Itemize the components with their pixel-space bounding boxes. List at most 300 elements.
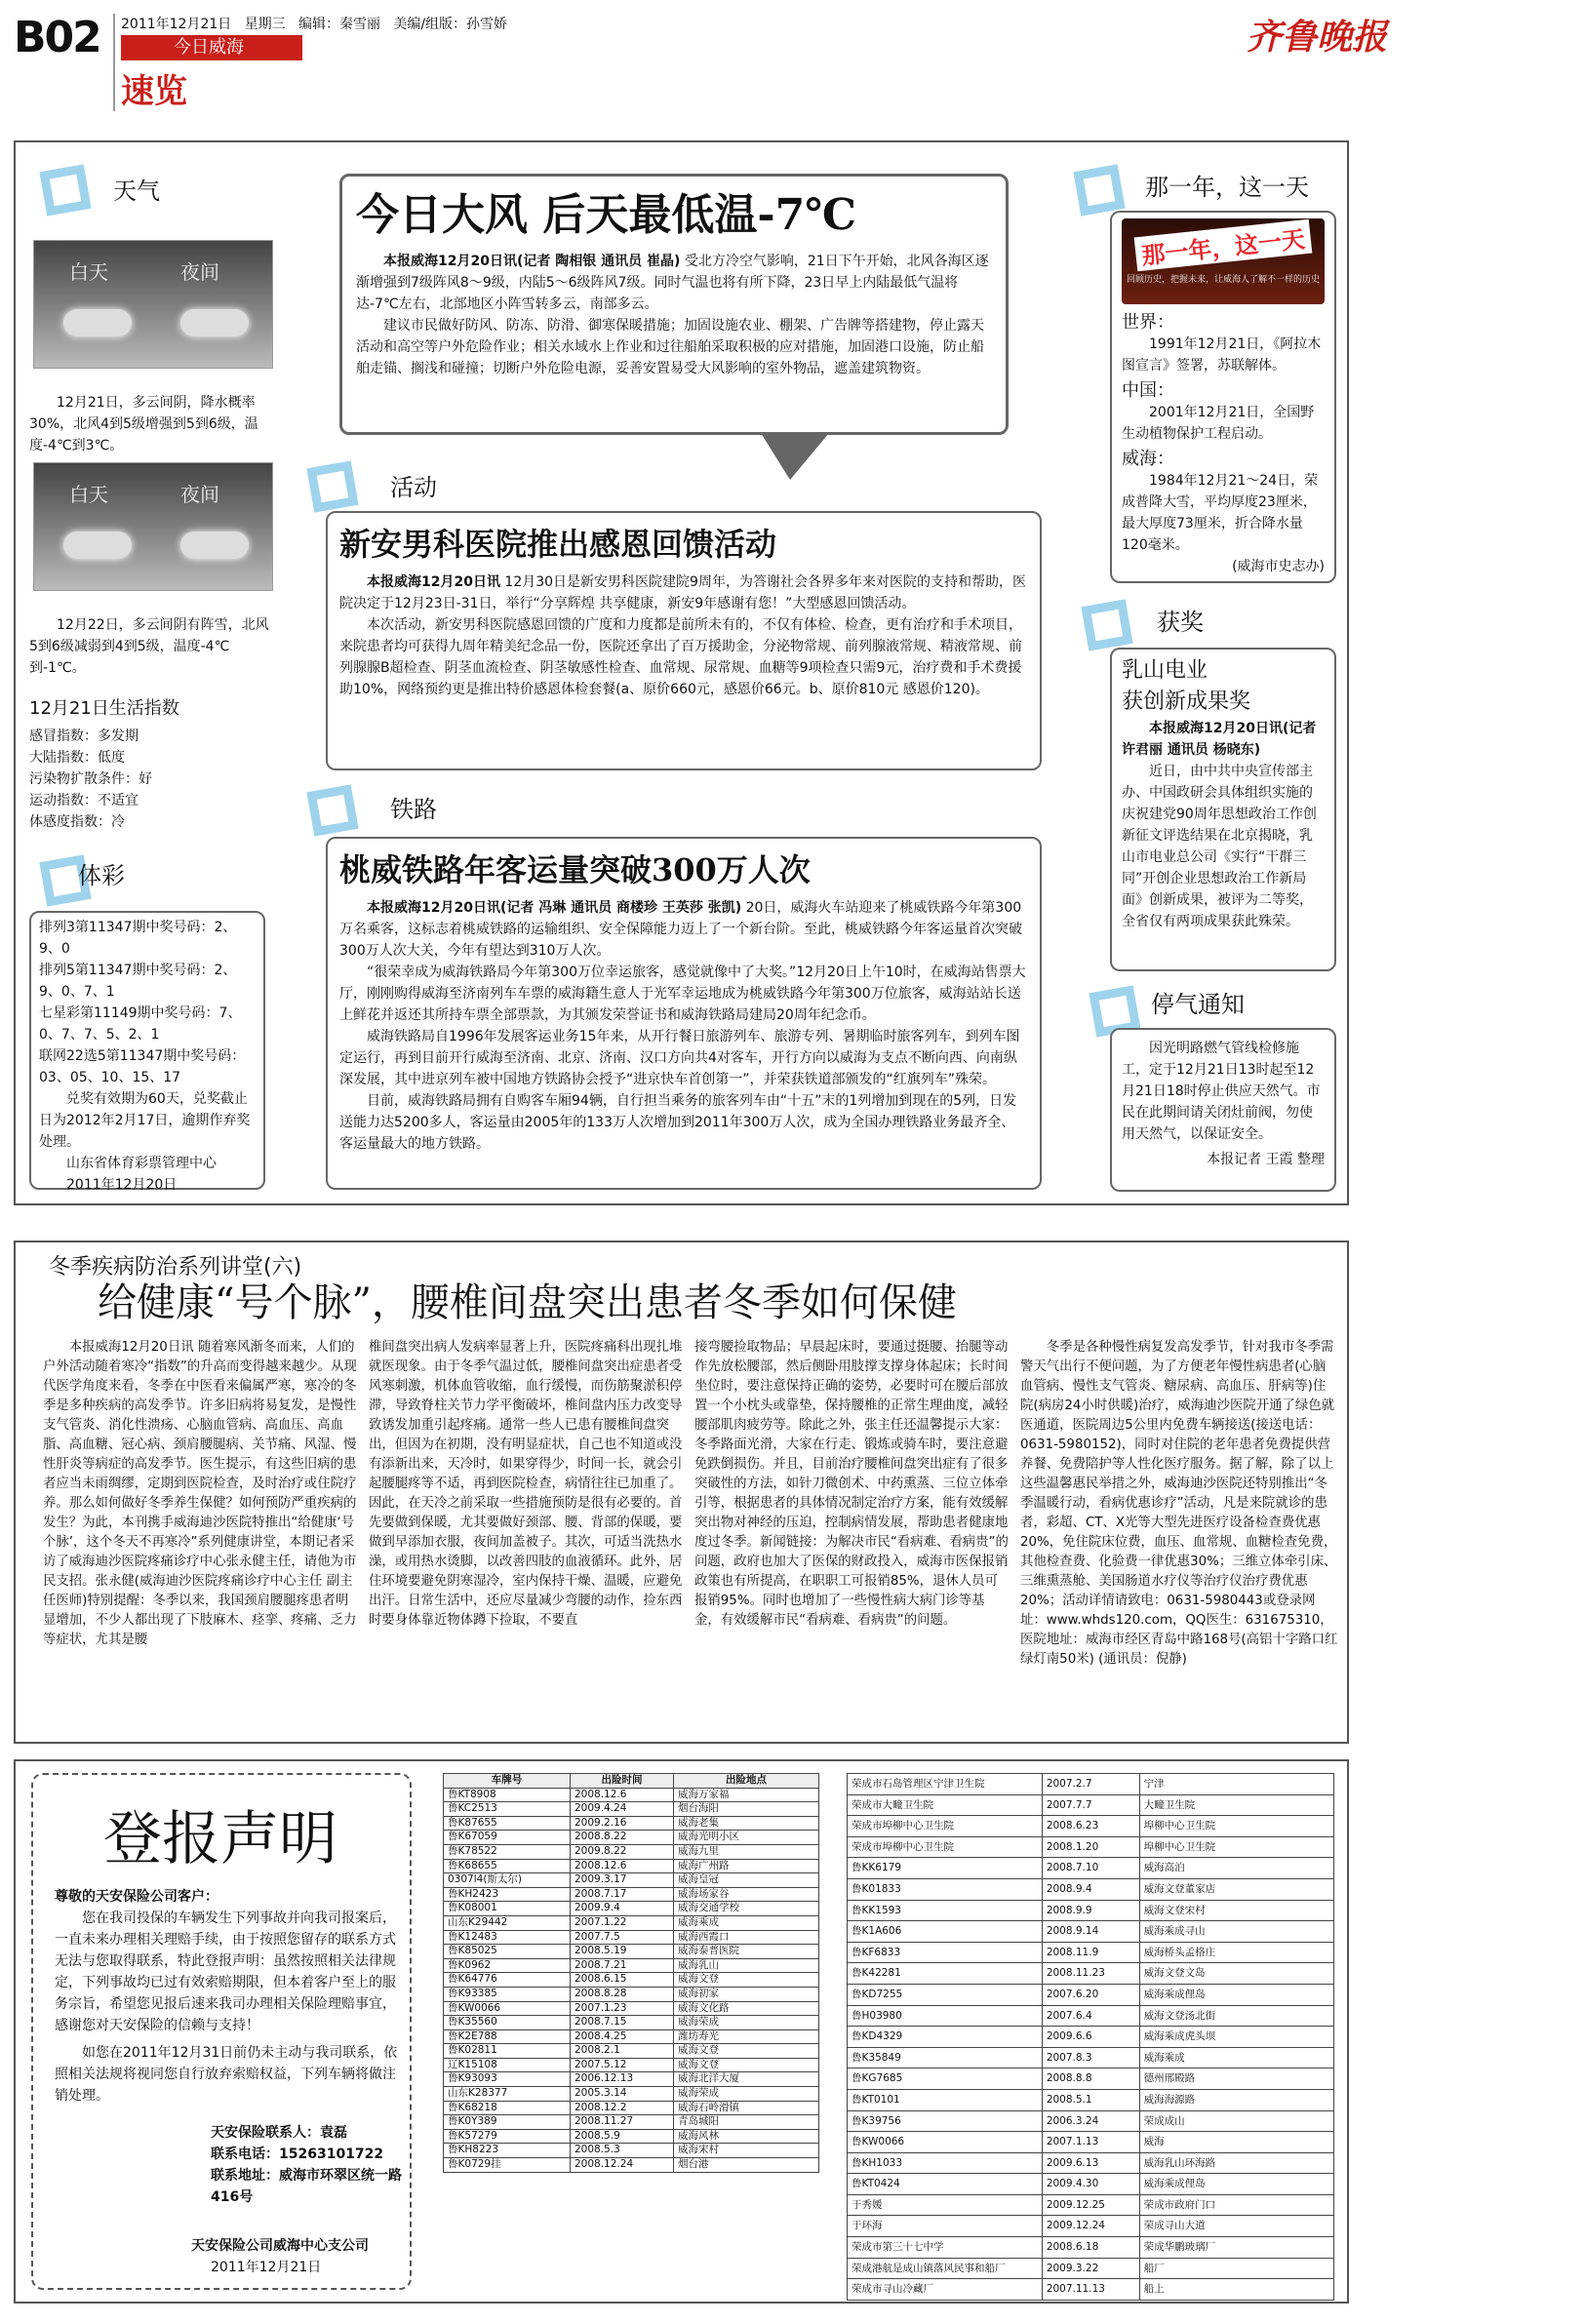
table-cell: 鲁KW0066 [848,2132,1043,2153]
table-row [848,1984,1334,2005]
table-row [848,2279,1334,2301]
header-date [121,14,507,33]
table-cell: 2008.12.24 [571,2158,674,2173]
health-headline: 给健康“号个脉”，腰椎间盘突出患者冬季如何保健 [98,1280,957,1325]
table-row [848,1921,1334,1943]
decor-square-icon [1073,164,1125,216]
table-cell: 威海光明小区 [674,1831,819,1845]
table-row [848,1836,1334,1858]
index-item: 大陆指数：低度 [29,750,125,766]
date: 2011年12月21日 [121,17,232,32]
index-item: 体感度指数：冷 [29,814,125,830]
table-cell: 荣成市埠柳中心卫生院 [848,1836,1043,1858]
table-row [848,2047,1334,2068]
table-row [444,1987,819,2001]
table-cell: 2008.2.1 [571,2044,674,2059]
table-cell: 2009.3.17 [571,1873,674,1888]
railway-byline: 本报威海12月20日讯(记者 冯琳 通讯员 商楼珍 王英莎 张凯) [367,900,742,916]
speech-tail [761,433,829,480]
railway-box [326,837,1042,1190]
table-cell: 鲁K78522 [444,1844,571,1859]
table-row [444,1844,819,1859]
decor-square-icon [1081,599,1132,650]
railway-body2: “很荣幸成为威海铁路局今年第300万位幸运旅客，感觉就像中了大奖。”12月20日上午10时，在威海站售票大厅，刚刚购得威海至济南列车车票的威海籍生意人于光军幸运地成为桃威铁路今年第300万位旅客，威海站站长送上鲜花并返还其所持车票全部票款，为其颁发荣誉证书和威海铁路局建局20周年纪念币。 [339,965,1026,1023]
activity-headline: 新安男科医院推出感恩回馈活动 [339,526,777,563]
table-row [444,1915,819,1930]
table-cell: 2007.7.5 [571,1930,674,1945]
award-headline1: 乳山电业 [1122,658,1209,683]
table-cell: 威海文登宋村 [1139,1900,1333,1921]
table-cell: 2008.11.9 [1042,1942,1139,1963]
table-cell: 于秀媛 [848,2194,1043,2216]
lottery-line: 兑奖有效期为60天，兑奖截止日为2012年2月17日，逾期作弃奖处理。 [39,1091,251,1150]
table-cell: 2008.7.10 [1042,1858,1139,1879]
day-label: 白天 [69,260,108,284]
table-cell: 鲁KG7685 [848,2068,1043,2090]
vehicle-table-1 [443,1773,819,2173]
table-row [848,1963,1334,1985]
table-cell: 潍坊寿光 [674,2029,819,2044]
decor-square-icon [39,164,91,216]
table-cell: 鲁K93093 [444,2072,571,2087]
table-row [444,1802,819,1817]
table-cell: 鲁K0729挂 [444,2158,571,2173]
activity-header: 活动 [390,474,437,501]
table-cell: 德州邢殿路 [1139,2068,1333,2090]
table-cell: 2008.1.20 [1042,1836,1139,1858]
table-cell: 2007.1.13 [1042,2132,1139,2153]
page-number: B02 [14,13,100,62]
table-cell: 2007.8.3 [1042,2047,1139,2068]
cloud-icon [63,532,132,559]
table-cell: 2008.5.19 [571,1945,674,1959]
table-cell: 2008.7.15 [571,2016,674,2030]
railway-body4: 目前，威海铁路局拥有自购客车厢94辆，自行担当乘务的旅客列车由“十五”末的1列增加到现在的5列，日发送能力达5200多人，客运量由2005年的133万人次增加到2011年300万人次，成为全国办理铁路业务最齐全、客运量最大的地方铁路。 [339,1093,1017,1152]
table-cell: 大疃卫生院 [1139,1794,1333,1816]
table-cell: 鲁K0962 [444,1958,571,1973]
table-cell: 威海文登 [674,2058,819,2072]
gas-body: 因光明路燃气管线检修施工，定于12月21日13时起至12月21日18时停止供应天然气。市民在此期间请关闭灶前阀，勿使用天然气，以保证安全。 [1122,1041,1321,1142]
table-row [848,1858,1334,1879]
activity-byline: 本报威海12月20日讯 [367,574,500,590]
history-banner [1122,218,1325,304]
table-row [848,2216,1334,2237]
table-cell: 鲁KF6833 [848,1942,1043,1963]
table-cell: 2007.11.13 [1042,2279,1139,2301]
notice-contact [211,2122,406,2208]
table-cell: 2009.12.24 [1042,2216,1139,2237]
table-row [444,2101,819,2115]
table-cell: 荣成华鹏玻璃厂 [1139,2237,1333,2259]
table-cell: 威海文登 [674,2044,819,2059]
table-row [848,2027,1334,2048]
table-cell: 威海风林 [674,2129,819,2144]
table-cell: 2008.12.6 [571,1788,674,1802]
night-label: 夜间 [180,260,219,284]
table-cell: 烟台港 [674,2158,819,2173]
table-cell: 2006.3.24 [1042,2110,1139,2132]
table-cell: 2009.8.22 [571,1844,674,1859]
table-cell: 山东K28377 [444,2087,571,2102]
table-row [444,1973,819,1988]
table-cell: 鲁K02811 [444,2044,571,2059]
table-cell: 2009.4.30 [1042,2174,1139,2195]
lottery-box [29,911,265,1193]
banner-sub: 回顾历史，把握未来，让威海人了解不一样的历史 [1126,275,1320,285]
table-row [444,1958,819,1973]
table-cell: 2007.6.4 [1042,2005,1139,2027]
table-cell: 鲁KH1033 [848,2152,1043,2174]
table-cell: 2009.6.13 [1042,2152,1139,2174]
table-cell: 埠柳中心卫生院 [1139,1816,1333,1837]
award-body: 近日，由中共中央宣传部主办、中国政研会具体组织实施的庆祝建党90周年思想政治工作创新征文评选结果在北京揭晓，乳山市电业总公司《实行“干群三同”开创企业思想政治工作新局面》创新成果，被评为二等奖，全省仅有两项成果获此殊荣。 [1122,764,1317,929]
history-weihai-text: 1984年12月21～24日，荣成普降大雪，平均厚度23厘米，最大厚度73厘米，折合降水量120毫米。 [1122,473,1319,553]
table-cell: 荣成成山 [1139,2110,1333,2132]
table-cell: 船厂 [1139,2258,1333,2279]
decor-square-icon [306,460,358,512]
table-cell: 鲁KT0101 [848,2089,1043,2110]
index-item: 污染物扩散条件：好 [29,771,152,787]
table-cell: 2008.8.8 [1042,2068,1139,2090]
section-title: 速览 [121,72,187,111]
railway-body3: 威海铁路局自1996年发展客运业务15年来，从开行餐日旅游列车、旅游专列、暑期临时旅客列车，到列车图定运行，再到目前开行威海至济南、北京、济南、汉口方向共4对客车，开行方向以威海为支点不断向西、向南纵深发展，其中进京列车被中国地方铁路协会授予“进京快车首创第一”，并荣获铁道部颁发的“红旗列车”殊荣。 [339,1029,1020,1087]
table-cell: 2008.5.9 [571,2129,674,2144]
table-cell: 威海宋村 [674,2144,819,2158]
table-cell: 鲁K1A606 [848,1921,1043,1943]
table-cell: 威海老集 [674,1816,819,1831]
table-cell: 2008.12.2 [571,2101,674,2115]
table-row [444,2115,819,2130]
table-row [848,1900,1334,1921]
lottery-line: 排列3第11347期中奖号码：2、9、0 [39,920,237,957]
table-cell: 宁津 [1139,1774,1333,1795]
table-cell: 2008.4.25 [571,2029,674,2044]
table-cell: 威海九里 [674,1844,819,1859]
table-cell: 威海乳山环海路 [1139,2152,1333,2174]
weekday: 星期三 [244,17,286,32]
table-cell: 埠柳中心卫生院 [1139,1836,1333,1858]
table-cell: 威海高泊 [1139,1858,1333,1879]
table-cell: 鲁K67059 [444,1831,571,1845]
award-byline: 本报威海12月20日讯(记者 许君丽 通讯员 杨晓东) [1122,721,1317,758]
lottery-header: 体彩 [78,862,125,889]
table-cell: 鲁KD7255 [848,1984,1043,2005]
table-cell: 威海文登汤北街 [1139,2005,1333,2027]
lottery-line: 联网22选5第11347期中奖号码：03、05、10、15、17 [39,1048,246,1085]
table-row [444,1816,819,1831]
table-cell: 鲁KD4329 [848,2027,1043,2048]
lottery-line: 七星彩第11149期中奖号码：7、0、7、7、5、2、1 [39,1005,242,1043]
table-cell: 威海文登文岛 [1139,1963,1333,1985]
table-row [444,1873,819,1888]
table-cell: 2005.3.14 [571,2087,674,2102]
table-cell: 鲁K42281 [848,1963,1043,1985]
table-cell: 2007.1.23 [571,2001,674,2016]
table-cell: 2009.4.24 [571,1802,674,1817]
award-headline2: 获创新成果奖 [1122,689,1251,714]
table-cell: 烟台海阳 [674,1802,819,1817]
activity-box [326,511,1042,770]
table-row [444,1859,819,1873]
table-cell: 鲁K01833 [848,1878,1043,1900]
table-cell: 威海桥头孟格庄 [1139,1942,1333,1963]
contact-phone: 联系电话：15263101722 [211,2147,384,2162]
history-header: 那一年，这一天 [1145,174,1309,201]
table-cell: 2009.12.25 [1042,2194,1139,2216]
index-item: 运动指数：不适宜 [29,793,139,808]
history-world-text: 1991年12月21日，《阿拉木图宣言》签署，苏联解体。 [1122,336,1322,374]
table-row [848,1794,1334,1816]
table-row [848,2005,1334,2027]
table-cell: 鲁K35560 [444,2016,571,2030]
table-cell: 鲁K39756 [848,2110,1043,2132]
table-cell: 2009.9.4 [571,1902,674,1916]
contact-person: 天安保险联系人：袁磊 [211,2125,347,2141]
table-cell: 威海西霞口 [674,1930,819,1945]
table-row [444,2029,819,2044]
table-cell: 鲁K2E788 [444,2029,571,2044]
table-row [848,1878,1334,1900]
col-header: 车牌号 [444,1774,571,1789]
index-item: 感冒指数：多发期 [29,729,139,744]
table-cell: 2009.3.22 [1042,2258,1139,2279]
table-row [848,1774,1334,1795]
section-tag: 今日威海 [121,35,302,60]
weather-day2-text: 12月22日，多云间阴有阵雪，北风5到6级减弱到4到5级，温度-4℃到-1℃。 [29,617,269,676]
table-cell: 威海海源路 [1139,2089,1333,2110]
notice-company: 天安保险公司威海中心支公司 [191,2238,369,2254]
weather-image-day2 [33,462,273,591]
table-row [848,2110,1334,2132]
activity-body2: 本次活动，新安男科医院感恩回馈的广度和力度都是前所未有的，不仅有体检、检查，更有治疗和手术项目，来院患者均可获得九周年精美纪念品一份，医院还拿出了百万援助金，分泌物常规、前列腺液常规、精液常规、前列腺腺B超检查、阴茎血流检查、阴茎敏感性检查、血常规、尿常规、血糖等9项检查只需9元，治疗费和手术费援助10%，网络预约更是推出特价感恩体检套餐(a、原价660元，感恩价66元。b、原价810元 感恩价120)。 [339,617,1022,697]
lead-body [356,251,992,315]
table-cell: 2007.6.20 [1042,1984,1139,2005]
lead-headline: 今日大风 后天最低温-7℃ [356,190,856,240]
table-cell: 鲁H03980 [848,2005,1043,2027]
table-cell: 荣成市埠柳中心卫生院 [848,1816,1043,1837]
railway-headline: 桃威铁路年客运量突破300万人次 [339,851,811,888]
history-source: (威海市史志办) [1232,559,1325,574]
notice-title: 登报声明 [103,1805,337,1873]
table-cell: 鲁K0Y389 [444,2115,571,2130]
table-row [444,1930,819,1945]
weather-header: 天气 [113,177,160,205]
table-cell: 2008.9.14 [1042,1921,1139,1943]
table-cell: 2007.5.12 [571,2058,674,2072]
health-series: 冬季疾病防治系列讲堂(六) [49,1255,302,1280]
table-cell: 2008.11.27 [571,2115,674,2130]
table-cell: 于环海 [848,2216,1043,2237]
table-cell: 威海皇冠 [674,1873,819,1888]
table-row [848,2174,1334,2195]
table-cell: 鲁KW0066 [444,2001,571,2016]
contact-address: 联系地址：威海市环翠区统一路416号 [211,2168,402,2205]
activity-body [339,571,1028,614]
gas-byline: 本报记者 王霞 整理 [1207,1152,1325,1167]
table-cell: 鲁KH8223 [444,2144,571,2158]
gas-box [1110,1028,1336,1192]
table-cell: 鲁KH2423 [444,1887,571,1902]
table-cell: 荣成市政府门口 [1139,2194,1333,2216]
table-cell: 鲁K12483 [444,1930,571,1945]
life-index-title: 12月21日生活指数 [29,698,179,719]
table-row [848,2194,1334,2216]
table-cell: 2008.5.1 [1042,2089,1139,2110]
table-cell: 2009.2.16 [571,1816,674,1831]
table-row [444,1902,819,1916]
railway-body [339,897,1028,962]
table-cell: 2008.8.28 [571,1987,674,2001]
table-row [444,2016,819,2030]
editor: 编辑：秦雪丽 [297,17,380,32]
table-cell: 威海文化路 [674,2001,819,2016]
table-row [848,2237,1334,2259]
table-cell: 鲁KK6179 [848,1858,1043,1879]
table-cell: 荣成市第三十七中学 [848,2237,1043,2259]
table-cell: 威海乘成 [674,1915,819,1930]
table-cell: 鲁KT0424 [848,2174,1043,2195]
table-cell: 威海场家谷 [674,1887,819,1902]
history-china-text: 2001年12月21日，全国野生动植物保护工程启动。 [1122,405,1315,442]
table-cell: 荣成港航是成山镇落风民事和船厂 [848,2258,1043,2279]
table-cell: 荣成市寻山冷藏厂 [848,2279,1043,2301]
table-cell: 2009.6.6 [1042,2027,1139,2048]
table-cell: 鲁K85025 [444,1945,571,1959]
table-row [848,2258,1334,2279]
table-cell: 鲁KK1593 [848,1900,1043,1921]
table-row [444,1945,819,1959]
table-row [444,1831,819,1845]
table-cell: 威海文登董家店 [1139,1878,1333,1900]
table-cell: 鲁K35849 [848,2047,1043,2068]
cloud-moon-icon [180,532,249,559]
table-cell: 2008.6.15 [571,1973,674,1988]
table-cell: 鲁K68655 [444,1859,571,1873]
health-col4: 冬季是各种慢性病复发高发季节，针对我市冬季需警天气出行不便问题，为了方便老年慢性病患者(心脑血管病、慢性支气管炎、糖尿病、高血压、肝病等)住院(病房24小时供暖)治疗，威海迪沙医院开通了绿色就医通道，医院周边5公里内免费车辆接送(接送电话：0631-5980152)，同时对住院的老年患者免费提供营养餐、免费陪护等人性化医疗服务。据了解，除了以上这些温馨惠民举措之外，威海迪沙医院还特别推出“冬季温暖行动，看病优惠诊疗”活动，凡是来院就诊的患者，彩超、CT、X光等大型先进医疗设备检查费优惠20%，免住院床位费，血压、血常规、血糖检查免费，其他检查费、化验费一律优惠30%；三维立体牵引床、三维熏蒸舱、美国肠道水疗仪等治疗仪治疗费优惠20%；活动详情请致电：0631-5980443或登录网址：www.whds120.com，QQ医生：631675310，医院地址：威海市经区青岛中路168号(高铝十字路口红绿灯南50米) (通讯员：倪静) [1020,1340,1338,1667]
table-cell: 鲁KT8908 [444,1788,571,1802]
weather-day1-text: 12月21日，多云间阴，降水概率30%，北风4到5级增强到5到6级，温度-4℃到3℃。 [29,395,258,453]
table-row [848,1942,1334,1963]
table-row [444,2129,819,2144]
night-label: 夜间 [180,483,219,506]
table-cell: 鲁K68218 [444,2101,571,2115]
lottery-line: 山东省体育彩票管理中心 [66,1156,217,1171]
table-cell: 威海石岭滑镇 [674,2101,819,2115]
table-cell: 青岛城阳 [674,2115,819,2130]
notice-salute: 尊敬的天安保险公司客户： [55,1889,218,1905]
table-cell: 威海初家 [674,1987,819,2001]
table-cell: 威海乘成俚岛 [1139,1984,1333,2005]
table-cell: 鲁K57279 [444,2129,571,2144]
table-cell: 威海 [1139,2132,1333,2153]
table-cell: 2008.11.23 [1042,1963,1139,1985]
table-cell: 威海乳山 [674,1958,819,1973]
history-weihai: 威海： [1122,449,1174,469]
lead-byline: 本报威海12月20日讯(记者 陶相银 通讯员 崔晶) [383,254,681,269]
history-china: 中国： [1122,380,1174,401]
col-header: 出险地点 [674,1774,819,1789]
table-cell: 鲁K64776 [444,1973,571,1988]
table-cell: 威海乘成俚岛 [1139,2174,1333,2195]
weather-image-day1 [33,240,273,369]
table-cell: 鲁K93385 [444,1987,571,2001]
cloud-moon-icon [180,309,249,336]
table-cell: 威海北洋大厦 [674,2072,819,2087]
lottery-line: 2011年12月20日 [66,1177,178,1193]
table-cell: 威海乘成虎头坝 [1139,2027,1333,2048]
table-cell: 辽K15108 [444,2058,571,2072]
table-cell: 山东K29442 [444,1915,571,1930]
cloud-icon [63,309,132,336]
table-row [444,2087,819,2102]
table-cell: 威海乘成 [1139,2047,1333,2068]
award-box [1110,648,1336,971]
table-cell: 2008.5.3 [571,2144,674,2158]
banner-main: 那一年，这一天 [1134,219,1313,272]
table-row [848,2068,1334,2090]
table-cell: 0307l4(斯太尔) [444,1873,571,1888]
table-cell: 威海广州路 [674,1859,819,1873]
table-row [848,2089,1334,2110]
table-row [848,1816,1334,1837]
table-row [444,1887,819,1902]
activity-text: 12月30日是新安男科医院建院9周年，为答谢社会各界多年来对医院的支持和帮助，医院决定于12月23日-31日，举行“分享辉煌 共享健康，新安9年感谢有您！”大型感恩回馈活动。 [339,574,1026,611]
health-col2: 椎间盘突出病人发病率显著上升，医院疼痛科出现扎堆就医现象。由于冬季气温过低，腰椎间盘突出症患者受风寒刺激，机体血管收缩，血行缓慢，而伤筋聚淤积停滞，导致脊柱关节力学平衡破坏，椎间盘内压力改变导致诱发加重引起疼痛。通常一些人已患有腰椎间盘突出，但因为在初期，没有明显症状，自己也不知道或没有添新出来，天冷时，如果穿得少，时间一长，就会引起腰腿疼等不适，再到医院检查，病情往往已加重了。因此，在天冷之前采取一些措施预防是很有必要的。首先要做到保暖，尤其要做好颈部、腰、背部的保暖，要做到早添加衣服，夜间加盖被子。其次，可适当洗热水澡，或用热水烫脚，以改善四肢的血液循环。此外，居住环境要避免阴寒湿冷，室内保持干燥、温暖，应避免出汗。日常生活中，还应尽量减少弯腰的动作，捡东西时要身体靠近物体蹲下捡取，不要直 [369,1340,683,1628]
table-cell: 威海泰普医院 [674,1945,819,1959]
designer: 美编/组版：孙雪娇 [393,17,508,32]
table-cell: 威海文登 [674,1973,819,1988]
table-row [444,2144,819,2158]
table-cell: 荣成寻山大道 [1139,2216,1333,2237]
col-header: 出险时间 [571,1774,674,1789]
railway-header: 铁路 [390,796,437,823]
table-cell: 2008.7.21 [571,1958,674,1973]
table-cell: 荣成市石岛管理区宁津卫生院 [848,1774,1043,1795]
table-cell: 2008.9.9 [1042,1900,1139,1921]
lottery-line: 排列5第11347期中奖号码：2、9、0、7、1 [39,963,237,1000]
table-cell: 2007.7.7 [1042,1794,1139,1816]
table-cell: 2008.12.6 [571,1859,674,1873]
table-cell: 威海乘成寻山 [1139,1921,1333,1943]
decor-square-icon [306,784,358,836]
table-cell: 鲁KC2513 [444,1802,571,1817]
lead-text: 受北方冷空气影响，21日下午开始，北风各海区逐渐增强到7级阵风8～9级，内陆5～6级阵风7级。同时气温也将有所下降，23日早上内陆最低气温将达-7℃左右，北部地区小阵雪转多云，南部多云。 [356,254,989,312]
table-row [444,2058,819,2072]
table-row [444,1788,819,1802]
table-cell: 威海万家福 [674,1788,819,1802]
table-cell: 2007.1.22 [571,1915,674,1930]
lead-body2: 建议市民做好防风、防冻、防滑、御寒保暖措施；加固设施农业、棚架、广告牌等搭建物，停止露天活动和高空等户外危险作业；相关水域水上作业和过往船舶采取积极的应对措施，加固港口设施，防止船舶走锚、搁浅和碰撞；切断户外危险电源，妥善安置易受大风影响的室外物品，遮盖建筑物资。 [356,318,984,376]
paper-logo: 齐鲁晚报 [1247,17,1388,58]
table-cell: 鲁K87655 [444,1816,571,1831]
history-box [1110,211,1336,583]
table-cell: 荣成市大疃卫生院 [848,1794,1043,1816]
notice-date: 2011年12月21日 [211,2260,322,2275]
notice-body: 您在我司投保的车辆发生下列事故并向我司报案后，一直未来办理相关理赔手续，由于按照您留存的联系方式无法与您取得联系，特此登报声明：虽然按照相关法律规定，下列事故均已过有效索赔期限，但本着客户至上的服务宗旨，希望您见报后速来我司办理相关保险理赔事宜，感谢您对天安保险的信赖与支持！ [55,1910,396,2033]
table-cell: 威海交通学校 [674,1902,819,1916]
table-cell: 2008.7.17 [571,1887,674,1902]
table-row [848,2132,1334,2153]
divider [113,14,115,111]
table-cell: 2006.12.13 [571,2072,674,2087]
table-row [444,2044,819,2059]
award-header: 获奖 [1157,609,1204,636]
railway-text: 20日，威海火车站迎来了桃威铁路今年第300万名乘客，这标志着桃威铁路的运输组织、安全保障能力迈上了一个新台阶。至此，桃威铁路今年客运量首次突破300万人次大关，今年有望达到310万人次。 [339,900,1022,959]
vehicle-table-2 [847,1773,1334,2301]
table-cell: 船上 [1139,2279,1333,2301]
health-col3: 接弯腰捡取物品；早晨起床时，要通过挺腰、抬腿等动作先放松腰部，然后侧卧用肢撑支撑身体起床；长时间坐位时，要注意保持正确的姿势，必要时可在腰后部放置一个小枕头或靠垫，保持腰椎的正常生理曲度，减轻腰部肌肉疲劳等。除此之外，张主任还温馨提示大家：冬季路面光滑，大家在行走、锻炼或骑车时，要注意避免跌倒损伤。并且，目前治疗腰椎间盘突出症有了很多突破性的方法，如针刀微创术、中药熏蒸、三位立体牵引等，根据患者的具体情况制定治疗方案，能有效缓解突出物对神经的压迫，控制病情发展，帮助患者健康地度过冬季。新闻链接：为解决市民“看病难、看病贵”的问题，政府也加大了医保的财政投入，威海市医保报销政策也有所提高，在职职工可报销85%，退休人员可报销95%。同时也增加了一些慢性病大病门诊等基金，有效缓解市民“看病难、看病贵”的问题。 [694,1340,1009,1628]
table-cell: 威海荣成 [674,2087,819,2102]
